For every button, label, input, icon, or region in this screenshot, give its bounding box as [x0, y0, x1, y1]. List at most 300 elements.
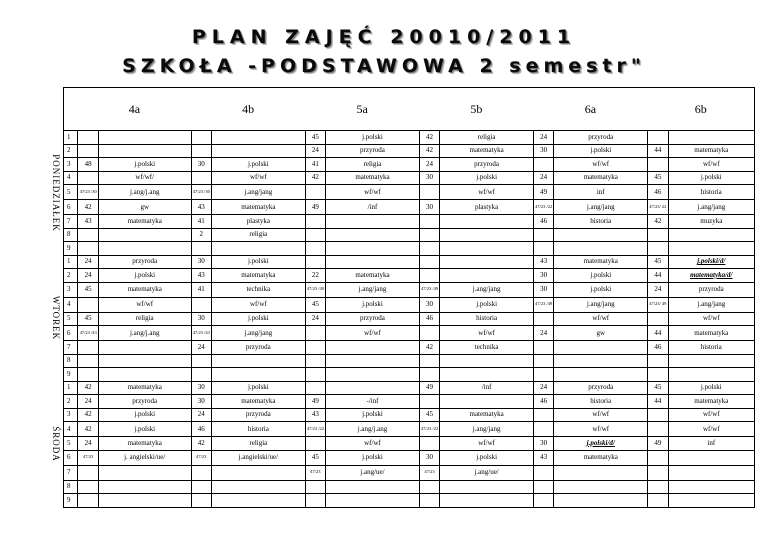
subject-cell: przyroda [212, 341, 306, 355]
subject-cell: matematyka [554, 171, 648, 185]
subject-cell: religia [440, 131, 534, 145]
lesson-number: 1 [64, 381, 78, 395]
room-number [191, 494, 212, 508]
room-number: 45 [648, 381, 669, 395]
room-number [191, 480, 212, 494]
room-number: 47/23 [419, 465, 440, 480]
room-number [191, 354, 212, 368]
subject-cell: religia [212, 437, 306, 451]
lesson-number: 5 [64, 185, 78, 200]
room-number: 30 [191, 395, 212, 409]
subject-cell [668, 494, 754, 508]
subject-cell: j.polski [212, 312, 306, 326]
lesson-row [64, 144, 755, 158]
subject-cell [98, 131, 191, 145]
room-number [305, 368, 326, 382]
room-number [305, 381, 326, 395]
room-number: 42 [191, 437, 212, 451]
subject-cell: wf/wf [440, 185, 534, 200]
subject-cell: historia [212, 422, 306, 437]
subject-cell [326, 354, 420, 368]
subject-cell: inf [554, 185, 648, 200]
room-number [191, 144, 212, 158]
subject-cell: /inf [326, 200, 420, 215]
subject-cell: religia [98, 312, 191, 326]
room-number: 41 [305, 158, 326, 172]
room-number: 42 [419, 341, 440, 355]
class-header: 6b [648, 88, 755, 131]
lesson-row [64, 158, 755, 172]
room-number: 24 [305, 312, 326, 326]
class-header: 4b [191, 88, 305, 131]
subject-cell: j.polski [440, 450, 534, 465]
room-number: 24 [191, 408, 212, 422]
room-number: 47/23 /30 [78, 185, 99, 200]
room-number [533, 354, 554, 368]
subject-cell [212, 368, 306, 382]
room-number [419, 326, 440, 341]
subject-cell: inf [668, 437, 754, 451]
subject-cell: j.polski [554, 144, 648, 158]
subject-cell [326, 228, 420, 242]
room-number: 47/23 /43 [78, 326, 99, 341]
subject-cell [212, 465, 306, 480]
room-number: 42 [648, 215, 669, 229]
lesson-number: 1 [64, 131, 78, 145]
subject-cell: j.ang/jang [668, 200, 754, 215]
lesson-row [64, 131, 755, 145]
room-number: 43 [533, 450, 554, 465]
subject-cell: j.ang/jang [212, 185, 306, 200]
room-number: 45 [305, 450, 326, 465]
room-number [305, 326, 326, 341]
subject-cell [98, 354, 191, 368]
room-number [533, 341, 554, 355]
room-number: 45 [78, 282, 99, 297]
room-number: 42 [305, 171, 326, 185]
room-number: 45 [305, 297, 326, 312]
subject-cell: j.polski [98, 158, 191, 172]
subject-cell: wf/wf [668, 422, 754, 437]
lesson-number: 6 [64, 326, 78, 341]
room-number [305, 341, 326, 355]
room-number: 47/23 /22 [305, 422, 326, 437]
room-number: 24 [533, 131, 554, 145]
lesson-row [64, 297, 755, 312]
lesson-number: 8 [64, 228, 78, 242]
room-number: 44 [648, 326, 669, 341]
subject-cell [440, 368, 534, 382]
header-corner [64, 88, 78, 131]
lesson-row [64, 395, 755, 409]
subject-cell: matematyka [668, 395, 754, 409]
room-number [533, 408, 554, 422]
lesson-number: 7 [64, 215, 78, 229]
subject-cell [440, 269, 534, 283]
room-number: 49 [305, 200, 326, 215]
subject-cell [326, 341, 420, 355]
room-number: 24 [305, 144, 326, 158]
room-number: 24 [648, 282, 669, 297]
lesson-row [64, 326, 755, 341]
subject-cell [440, 395, 534, 409]
subject-cell: -/inf [326, 395, 420, 409]
subject-cell [326, 242, 420, 256]
subject-cell: j.ang/jang [212, 326, 306, 341]
lesson-row [64, 437, 755, 451]
room-number: 49 [533, 185, 554, 200]
room-number [78, 354, 99, 368]
room-number [191, 131, 212, 145]
room-number [419, 354, 440, 368]
subject-cell: j.polski [668, 171, 754, 185]
room-number: 24 [533, 171, 554, 185]
subject-cell: wf/wf [326, 437, 420, 451]
subject-cell [440, 242, 534, 256]
subject-cell: przyroda [98, 255, 191, 269]
subject-cell: matematyka [440, 144, 534, 158]
subject-cell: religia [212, 228, 306, 242]
class-header: 6a [533, 88, 647, 131]
subject-cell [326, 215, 420, 229]
subject-cell [326, 494, 420, 508]
lesson-row [64, 494, 755, 508]
room-number: 48 [78, 158, 99, 172]
room-number [533, 465, 554, 480]
room-number: 46 [648, 185, 669, 200]
day-label [50, 131, 62, 256]
subject-cell: wf/wf [554, 158, 648, 172]
room-number [305, 215, 326, 229]
room-number [305, 185, 326, 200]
room-number: 2 [191, 228, 212, 242]
room-number: 30 [533, 437, 554, 451]
room-number [419, 368, 440, 382]
subject-cell: j.polski [668, 381, 754, 395]
subject-cell: wf/wf [554, 312, 648, 326]
lesson-number: 2 [64, 144, 78, 158]
subject-cell [554, 341, 648, 355]
subject-cell: matematyka [98, 282, 191, 297]
lesson-row [64, 215, 755, 229]
room-number: 42 [78, 422, 99, 437]
room-number [648, 312, 669, 326]
room-number: 30 [533, 269, 554, 283]
lesson-row [64, 354, 755, 368]
room-number [305, 255, 326, 269]
subject-cell: wf/wf [326, 326, 420, 341]
room-number [648, 422, 669, 437]
subject-cell [554, 368, 648, 382]
subject-cell: przyroda [668, 282, 754, 297]
room-number: 44 [648, 269, 669, 283]
lesson-number: 3 [64, 408, 78, 422]
lesson-number: 3 [64, 158, 78, 172]
room-number [648, 158, 669, 172]
subject-cell: j.polski [98, 422, 191, 437]
room-number: 47/23 /43 [191, 326, 212, 341]
subject-cell: plastyka [212, 215, 306, 229]
subject-cell: matematyka [212, 269, 306, 283]
subject-cell: matematyka/d/ [668, 269, 754, 283]
subject-cell [440, 228, 534, 242]
room-number [78, 144, 99, 158]
room-number [648, 242, 669, 256]
subject-cell [98, 144, 191, 158]
day-name: WTOREK [51, 295, 61, 341]
subject-cell: j.polski [554, 282, 648, 297]
subject-cell: matematyka [98, 215, 191, 229]
room-number: 46 [191, 422, 212, 437]
subject-cell: j.polski [326, 450, 420, 465]
room-number: 46 [533, 395, 554, 409]
lesson-number: 9 [64, 368, 78, 382]
subject-cell: wf/wf [440, 437, 534, 451]
lesson-number: 4 [64, 171, 78, 185]
room-number [78, 171, 99, 185]
room-number [78, 465, 99, 480]
room-number [78, 494, 99, 508]
room-number: 47/23/ 22 [648, 200, 669, 215]
lesson-number: 7 [64, 341, 78, 355]
room-number: 42 [419, 131, 440, 145]
room-number: 47/23 /49 [419, 282, 440, 297]
subject-cell: j.polski/d/ [554, 437, 648, 451]
room-number: 44 [648, 144, 669, 158]
subject-cell [212, 144, 306, 158]
day-label [50, 255, 62, 381]
room-number [191, 171, 212, 185]
lesson-number: 8 [64, 480, 78, 494]
room-number [419, 494, 440, 508]
room-number [648, 465, 669, 480]
day-label [50, 381, 62, 507]
subject-cell: przyroda [554, 131, 648, 145]
room-number: 30 [419, 450, 440, 465]
subject-cell [440, 480, 534, 494]
subject-cell: historia [440, 312, 534, 326]
subject-cell: j.ang/ue/ [440, 465, 534, 480]
subject-cell: przyroda [326, 312, 420, 326]
subject-cell: matematyka [98, 437, 191, 451]
subject-cell: plastyka [440, 200, 534, 215]
subject-cell [212, 131, 306, 145]
room-number: 49 [648, 437, 669, 451]
subject-cell: wf/wf [212, 297, 306, 312]
lesson-number: 3 [64, 282, 78, 297]
subject-cell: j.polski [212, 381, 306, 395]
subject-cell [440, 354, 534, 368]
room-number: 45 [648, 255, 669, 269]
room-number [191, 368, 212, 382]
subject-cell: j.polski [98, 408, 191, 422]
room-number: 43 [191, 269, 212, 283]
lesson-row [64, 480, 755, 494]
room-number [648, 354, 669, 368]
room-number: 24 [78, 437, 99, 451]
lesson-number: 9 [64, 494, 78, 508]
room-number: 46 [533, 215, 554, 229]
room-number: 24 [78, 395, 99, 409]
subject-cell: wf/wf [668, 408, 754, 422]
subject-cell: j.polski [326, 131, 420, 145]
subject-cell: matematyka [440, 408, 534, 422]
lesson-number: 6 [64, 200, 78, 215]
subject-cell: j.polski [212, 255, 306, 269]
subject-cell [98, 480, 191, 494]
subject-cell: religia [326, 158, 420, 172]
lesson-row [64, 269, 755, 283]
subject-cell: j.polski [326, 297, 420, 312]
day-name: ŚRODA [51, 426, 62, 462]
room-number: 24 [419, 158, 440, 172]
subject-cell: przyroda [440, 158, 534, 172]
room-number: 47/23 /30 [191, 185, 212, 200]
subject-cell: j.polski [554, 269, 648, 283]
subject-cell: przyroda [98, 395, 191, 409]
subject-cell: j.polski [440, 171, 534, 185]
subject-cell: matematyka [98, 381, 191, 395]
lesson-row [64, 255, 755, 269]
subject-cell: /inf [440, 381, 534, 395]
room-number: 22 [305, 269, 326, 283]
room-number [305, 228, 326, 242]
subject-cell [554, 242, 648, 256]
room-number [78, 480, 99, 494]
timetable [63, 87, 755, 508]
subject-cell: j.polski [326, 408, 420, 422]
room-number: 30 [191, 255, 212, 269]
subject-cell: wf/wf [668, 312, 754, 326]
lesson-number: 6 [64, 450, 78, 465]
subject-cell: j.ang/jang [440, 422, 534, 437]
room-number [78, 242, 99, 256]
room-number: 30 [533, 282, 554, 297]
plan-title: PLAN ZAJĘĆ 20010/2011 [191, 26, 577, 48]
room-number: 47/23 [191, 450, 212, 465]
lesson-number: 4 [64, 297, 78, 312]
lesson-number: 8 [64, 354, 78, 368]
room-number [191, 242, 212, 256]
subject-cell: matematyka [554, 450, 648, 465]
room-number [78, 228, 99, 242]
subject-cell [98, 494, 191, 508]
room-number [648, 494, 669, 508]
subject-cell: wf/wf [440, 326, 534, 341]
subject-cell: wf/wf [554, 408, 648, 422]
room-number: 47/23 /22 [533, 200, 554, 215]
room-number: 49 [305, 395, 326, 409]
room-number [305, 437, 326, 451]
room-number: 30 [419, 297, 440, 312]
subject-cell [440, 255, 534, 269]
lesson-number: 2 [64, 269, 78, 283]
subject-cell: muzyka [668, 215, 754, 229]
room-number [533, 158, 554, 172]
subject-cell [554, 228, 648, 242]
room-number [419, 480, 440, 494]
subject-cell: j.ang/ue/ [326, 465, 420, 480]
room-number [419, 255, 440, 269]
day-name: PONIEDZIAŁEK [51, 154, 61, 232]
subject-cell: matematyka [212, 200, 306, 215]
room-number [419, 269, 440, 283]
subject-cell [554, 480, 648, 494]
room-number [78, 131, 99, 145]
subject-cell: przyroda [554, 381, 648, 395]
room-number: 49 [419, 381, 440, 395]
subject-cell: matematyka [668, 144, 754, 158]
room-number: 47/23 /22 [419, 422, 440, 437]
room-number: 41 [191, 282, 212, 297]
subject-cell [668, 131, 754, 145]
room-number [419, 215, 440, 229]
room-number [648, 228, 669, 242]
room-number [533, 228, 554, 242]
room-number [191, 297, 212, 312]
subject-cell [326, 381, 420, 395]
room-number: 42 [78, 381, 99, 395]
subject-cell [440, 215, 534, 229]
subject-cell: matematyka [668, 326, 754, 341]
subject-cell: wf/wf [212, 171, 306, 185]
room-number [305, 354, 326, 368]
subject-cell: historia [554, 395, 648, 409]
room-number: 41 [191, 215, 212, 229]
room-number [78, 341, 99, 355]
room-number: 45 [419, 408, 440, 422]
subject-cell: historia [554, 215, 648, 229]
class-header: 4a [78, 88, 191, 131]
subject-cell [98, 465, 191, 480]
room-number: 43 [305, 408, 326, 422]
subject-cell: j.ang/jang [668, 297, 754, 312]
subject-cell [554, 465, 648, 480]
room-number: 47/23 /49 [533, 297, 554, 312]
lesson-number: 2 [64, 395, 78, 409]
lesson-row [64, 368, 755, 382]
subject-cell [326, 480, 420, 494]
subject-cell: j.polski [440, 297, 534, 312]
subject-cell [440, 494, 534, 508]
subject-cell [668, 450, 754, 465]
room-number: 42 [419, 144, 440, 158]
room-number: 24 [533, 326, 554, 341]
room-number [419, 185, 440, 200]
lesson-number: 5 [64, 437, 78, 451]
room-number: 24 [78, 255, 99, 269]
lesson-row [64, 408, 755, 422]
subject-cell: j.ang/jang [554, 200, 648, 215]
room-number: 46 [419, 312, 440, 326]
subject-cell: j. angielski/ue/ [98, 450, 191, 465]
room-number [78, 368, 99, 382]
lesson-number: 9 [64, 242, 78, 256]
room-number: 47/23 /49 [305, 282, 326, 297]
room-number [419, 242, 440, 256]
room-number [648, 368, 669, 382]
subject-cell [554, 494, 648, 508]
subject-cell: gw [98, 200, 191, 215]
room-number [648, 480, 669, 494]
room-number [533, 368, 554, 382]
subject-cell: matematyka [554, 255, 648, 269]
room-number [419, 228, 440, 242]
subject-cell [326, 255, 420, 269]
class-header: 5a [305, 88, 419, 131]
subject-cell: j.polski [212, 158, 306, 172]
room-number: 45 [78, 312, 99, 326]
